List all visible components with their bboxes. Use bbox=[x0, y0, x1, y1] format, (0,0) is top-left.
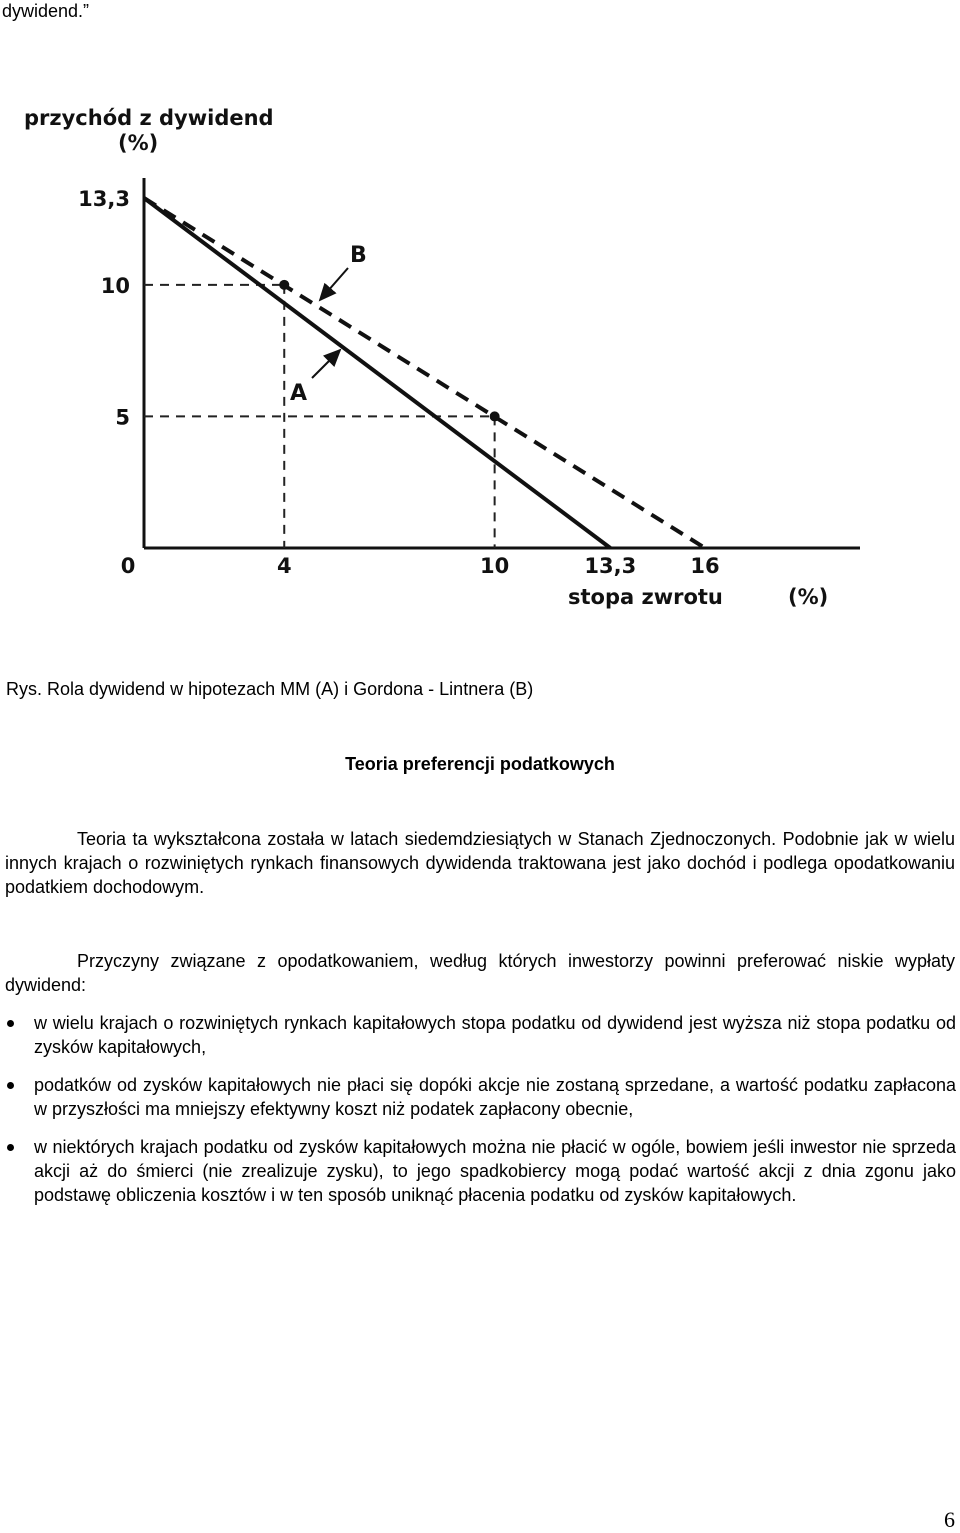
section-title: Teoria preferencji podatkowych bbox=[345, 754, 615, 774]
data-point bbox=[490, 411, 500, 421]
annotation-label-a: A bbox=[290, 381, 308, 406]
bullet-icon bbox=[7, 1020, 14, 1027]
list-item bbox=[0, 1011, 960, 1059]
list-item-text: w wielu krajach o rozwiniętych rynkach kapitałowych stopa podatku od dywidend jest wyższa niż stopa podatku od zysków kapitałowych, bbox=[34, 1013, 956, 1057]
x-axis-unit: (%) bbox=[788, 585, 829, 609]
y-axis-unit: (%) bbox=[118, 131, 159, 155]
chart-svg bbox=[0, 80, 960, 640]
top-text-fragment: dywidend.” bbox=[2, 1, 90, 21]
list-item-text: w niektórych krajach podatku od zysków kapitałowych można nie płacić w ogóle, bowiem jeśli inwestor nie sprzeda akcji aż do śmierci (nie zrealizuje zysku), to jego spadkobiercy mogą podać wartość akcji z dnia zgonu jako podstawę obliczenia kosztów i w ten sposób uniknąć płacenia podatku od zysków kapitałowych. bbox=[34, 1137, 956, 1205]
series-line-b bbox=[144, 198, 705, 548]
bullet-icon bbox=[7, 1144, 14, 1151]
x-tick-label: 10 bbox=[480, 554, 510, 578]
series-line-a bbox=[144, 198, 610, 548]
x-axis-label: stopa zwrotu bbox=[568, 585, 723, 609]
y-tick-label: 10 bbox=[100, 273, 130, 298]
dividend-chart bbox=[0, 80, 960, 640]
paragraph-intro-text: Teoria ta wykształcona została w latach siedemdziesiątych w Stanach Zjednoczonych. Podobnie jak w wielu innych krajach o rozwiniętych rynkach finansowych dywidenda traktowana jest jako dochód i podlega opodatkowaniu podatkiem dochodowym. bbox=[5, 829, 955, 897]
y-tick-label: 13,3 bbox=[78, 187, 130, 211]
paragraph-reasons-text: Przyczyny związane z opodatkowaniem, według których inwestorzy powinni preferować niskie wypłaty dywidend: bbox=[5, 951, 955, 995]
reasons-list bbox=[0, 1011, 960, 1221]
data-point bbox=[279, 280, 289, 290]
paragraph-intro bbox=[5, 827, 955, 899]
annotation-arrow-a bbox=[312, 350, 340, 378]
list-item-text: podatków od zysków kapitałowych nie płaci się dopóki akcje nie zostaną sprzedane, a wartość podatku zapłacona w przyszłości ma mniejszy efektywny koszt niż podatek zapłacony obecnie, bbox=[34, 1075, 956, 1119]
chart-title: przychód z dywidend bbox=[24, 106, 274, 130]
annotation-label-b: B bbox=[350, 243, 367, 268]
figure-caption: Rys. Rola dywidend w hipotezach MM (A) i Gordona - Lintnera (B) bbox=[6, 679, 534, 699]
x-tick-label: 0 bbox=[120, 554, 136, 578]
x-tick-label: 4 bbox=[276, 554, 292, 578]
x-tick-label: 16 bbox=[690, 554, 720, 578]
list-item bbox=[0, 1135, 960, 1207]
y-tick-label: 5 bbox=[115, 405, 130, 430]
page-number: 6 bbox=[944, 1507, 955, 1532]
annotation-arrow-b bbox=[320, 268, 348, 300]
list-item bbox=[0, 1073, 960, 1121]
bullet-icon bbox=[7, 1082, 14, 1089]
x-tick-label: 13,3 bbox=[584, 554, 637, 578]
paragraph-reasons bbox=[5, 949, 955, 997]
